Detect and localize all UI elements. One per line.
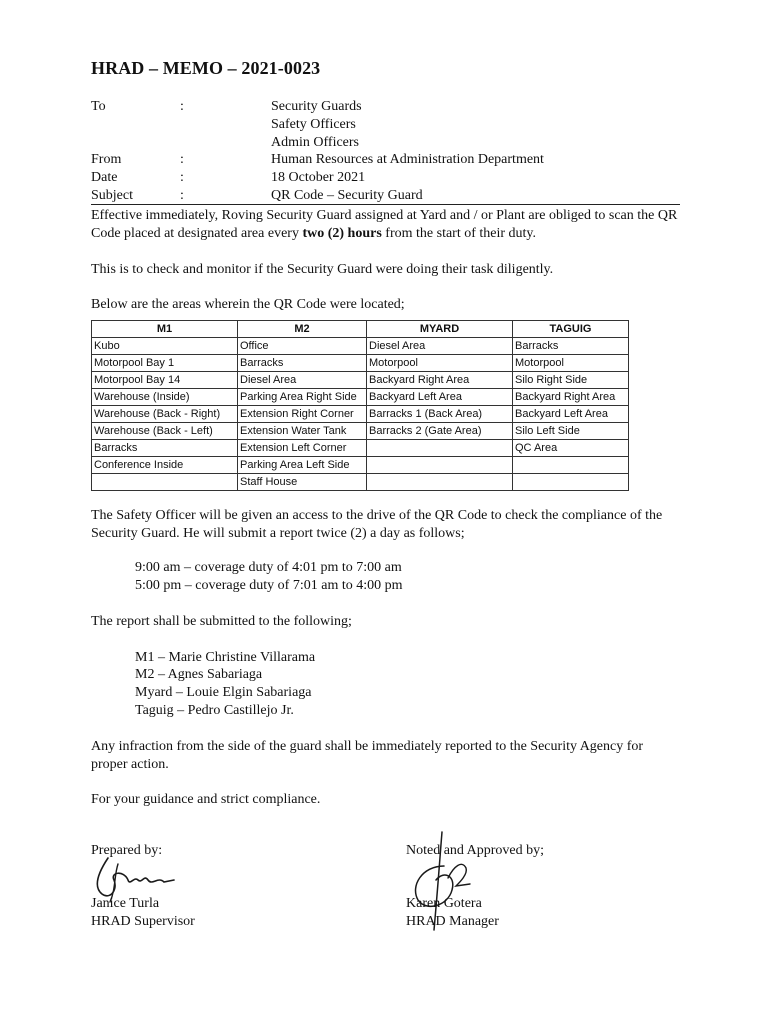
column-header-myard: MYARD — [367, 321, 513, 338]
paragraph-infraction: Any infraction from the side of the guard shall be immediately reported to the Security Agency for proper action. — [91, 739, 644, 772]
table-cell: QC Area — [513, 440, 629, 457]
to-value-3: Admin Officers — [271, 135, 359, 150]
table-cell: Extension Left Corner — [238, 440, 367, 457]
column-header-taguig: TAGUIG — [513, 321, 629, 338]
table-cell: Backyard Right Area — [367, 372, 513, 389]
table-cell: Barracks — [92, 440, 238, 457]
paragraph-purpose: This is to check and monitor if the Security Guard were doing their task diligently. — [91, 262, 554, 277]
paragraph-report-recipients: The report shall be submitted to the following; — [91, 614, 352, 629]
from-value: Human Resources at Administration Department — [271, 152, 544, 167]
table-cell: Extension Right Corner — [238, 406, 367, 423]
table-cell: Diesel Area — [367, 338, 513, 355]
table-row — [92, 389, 629, 406]
paragraph-instruction — [91, 207, 683, 243]
table-cell: Barracks — [513, 338, 629, 355]
paragraph-safety-officer: The Safety Officer will be given an access to the drive of the QR Code to check the compliance of the Security Guard. He will submit a report twice (2) a day as follows; — [91, 508, 663, 541]
memo-title: HRAD – MEMO – 2021-0023 — [91, 58, 321, 78]
table-cell: Motorpool Bay 1 — [92, 355, 238, 372]
table-cell: Backyard Left Area — [513, 406, 629, 423]
table-cell: Motorpool — [513, 355, 629, 372]
table-row — [92, 406, 629, 423]
table-row — [92, 474, 629, 491]
header-divider — [91, 204, 680, 205]
subject-value: QR Code – Security Guard — [271, 188, 423, 203]
table-cell — [367, 457, 513, 474]
table-cell: Warehouse (Back - Left) — [92, 423, 238, 440]
table-row — [92, 423, 629, 440]
prepared-by-name: Janice Turla — [91, 896, 160, 911]
recipient-taguig: Taguig – Pedro Castillejo Jr. — [135, 703, 294, 718]
date-value: 18 October 2021 — [271, 170, 366, 185]
schedule-item-2: 5:00 pm – coverage duty of 7:01 am to 4:00 pm — [135, 578, 403, 593]
table-cell: Parking Area Left Side — [238, 457, 367, 474]
from-label: From — [91, 152, 122, 167]
table-cell: Motorpool — [367, 355, 513, 372]
to-colon: : — [180, 99, 184, 114]
table-cell — [367, 440, 513, 457]
table-cell — [92, 474, 238, 491]
date-colon: : — [180, 170, 184, 185]
table-cell: Barracks — [238, 355, 367, 372]
table-row — [92, 457, 629, 474]
subject-label: Subject — [91, 188, 133, 203]
to-value-1: Security Guards — [271, 99, 362, 114]
recipient-m2: M2 – Agnes Sabariaga — [135, 667, 263, 682]
noted-approved-label: Noted and Approved by; — [406, 843, 545, 858]
qr-code-areas-table — [91, 320, 629, 491]
table-cell: Extension Water Tank — [238, 423, 367, 440]
instruction-interval: two (2) hours — [302, 226, 382, 241]
table-cell: Barracks 2 (Gate Area) — [367, 423, 513, 440]
table-row — [92, 372, 629, 389]
table-cell: Diesel Area — [238, 372, 367, 389]
paragraph-closing: For your guidance and strict compliance. — [91, 792, 321, 807]
date-label: Date — [91, 170, 118, 185]
recipient-m1: M1 – Marie Christine Villarama — [135, 650, 316, 665]
schedule-item-1: 9:00 am – coverage duty of 4:01 pm to 7:00 am — [135, 560, 402, 575]
table-cell: Kubo — [92, 338, 238, 355]
table-cell: Backyard Left Area — [367, 389, 513, 406]
table-cell: Silo Left Side — [513, 423, 629, 440]
table-cell: Office — [238, 338, 367, 355]
table-row — [92, 355, 629, 372]
table-cell: Warehouse (Inside) — [92, 389, 238, 406]
table-cell — [513, 474, 629, 491]
noted-approved-name: Karen Gotera — [406, 896, 482, 911]
subject-colon: : — [180, 188, 184, 203]
instruction-text-end: from the start of their duty. — [381, 226, 537, 241]
table-cell: Backyard Right Area — [513, 389, 629, 406]
prepared-by-label: Prepared by: — [91, 843, 163, 858]
table-row — [92, 440, 629, 457]
from-colon: : — [180, 152, 184, 167]
table-cell: Motorpool Bay 14 — [92, 372, 238, 389]
prepared-by-title: HRAD Supervisor — [91, 914, 195, 929]
to-value-2: Safety Officers — [271, 117, 356, 132]
table-cell: Warehouse (Back - Right) — [92, 406, 238, 423]
instruction-text-start: Effective immediately, Roving Security Guard assigned at Yard and / or Plant are obliged to scan the QR Code placed at designated area every — [91, 208, 678, 241]
column-header-m2: M2 — [238, 321, 367, 338]
table-cell: Parking Area Right Side — [238, 389, 367, 406]
table-header-row — [92, 321, 629, 338]
table-cell — [367, 474, 513, 491]
noted-approved-title: HRAD Manager — [406, 914, 499, 929]
table-cell: Silo Right Side — [513, 372, 629, 389]
to-label: To — [91, 99, 106, 114]
table-cell: Conference Inside — [92, 457, 238, 474]
column-header-m1: M1 — [92, 321, 238, 338]
recipient-myard: Myard – Louie Elgin Sabariaga — [135, 685, 312, 700]
paragraph-areas-intro: Below are the areas wherein the QR Code were located; — [91, 297, 405, 312]
table-row — [92, 338, 629, 355]
table-cell: Barracks 1 (Back Area) — [367, 406, 513, 423]
table-cell — [513, 457, 629, 474]
table-cell: Staff House — [238, 474, 367, 491]
